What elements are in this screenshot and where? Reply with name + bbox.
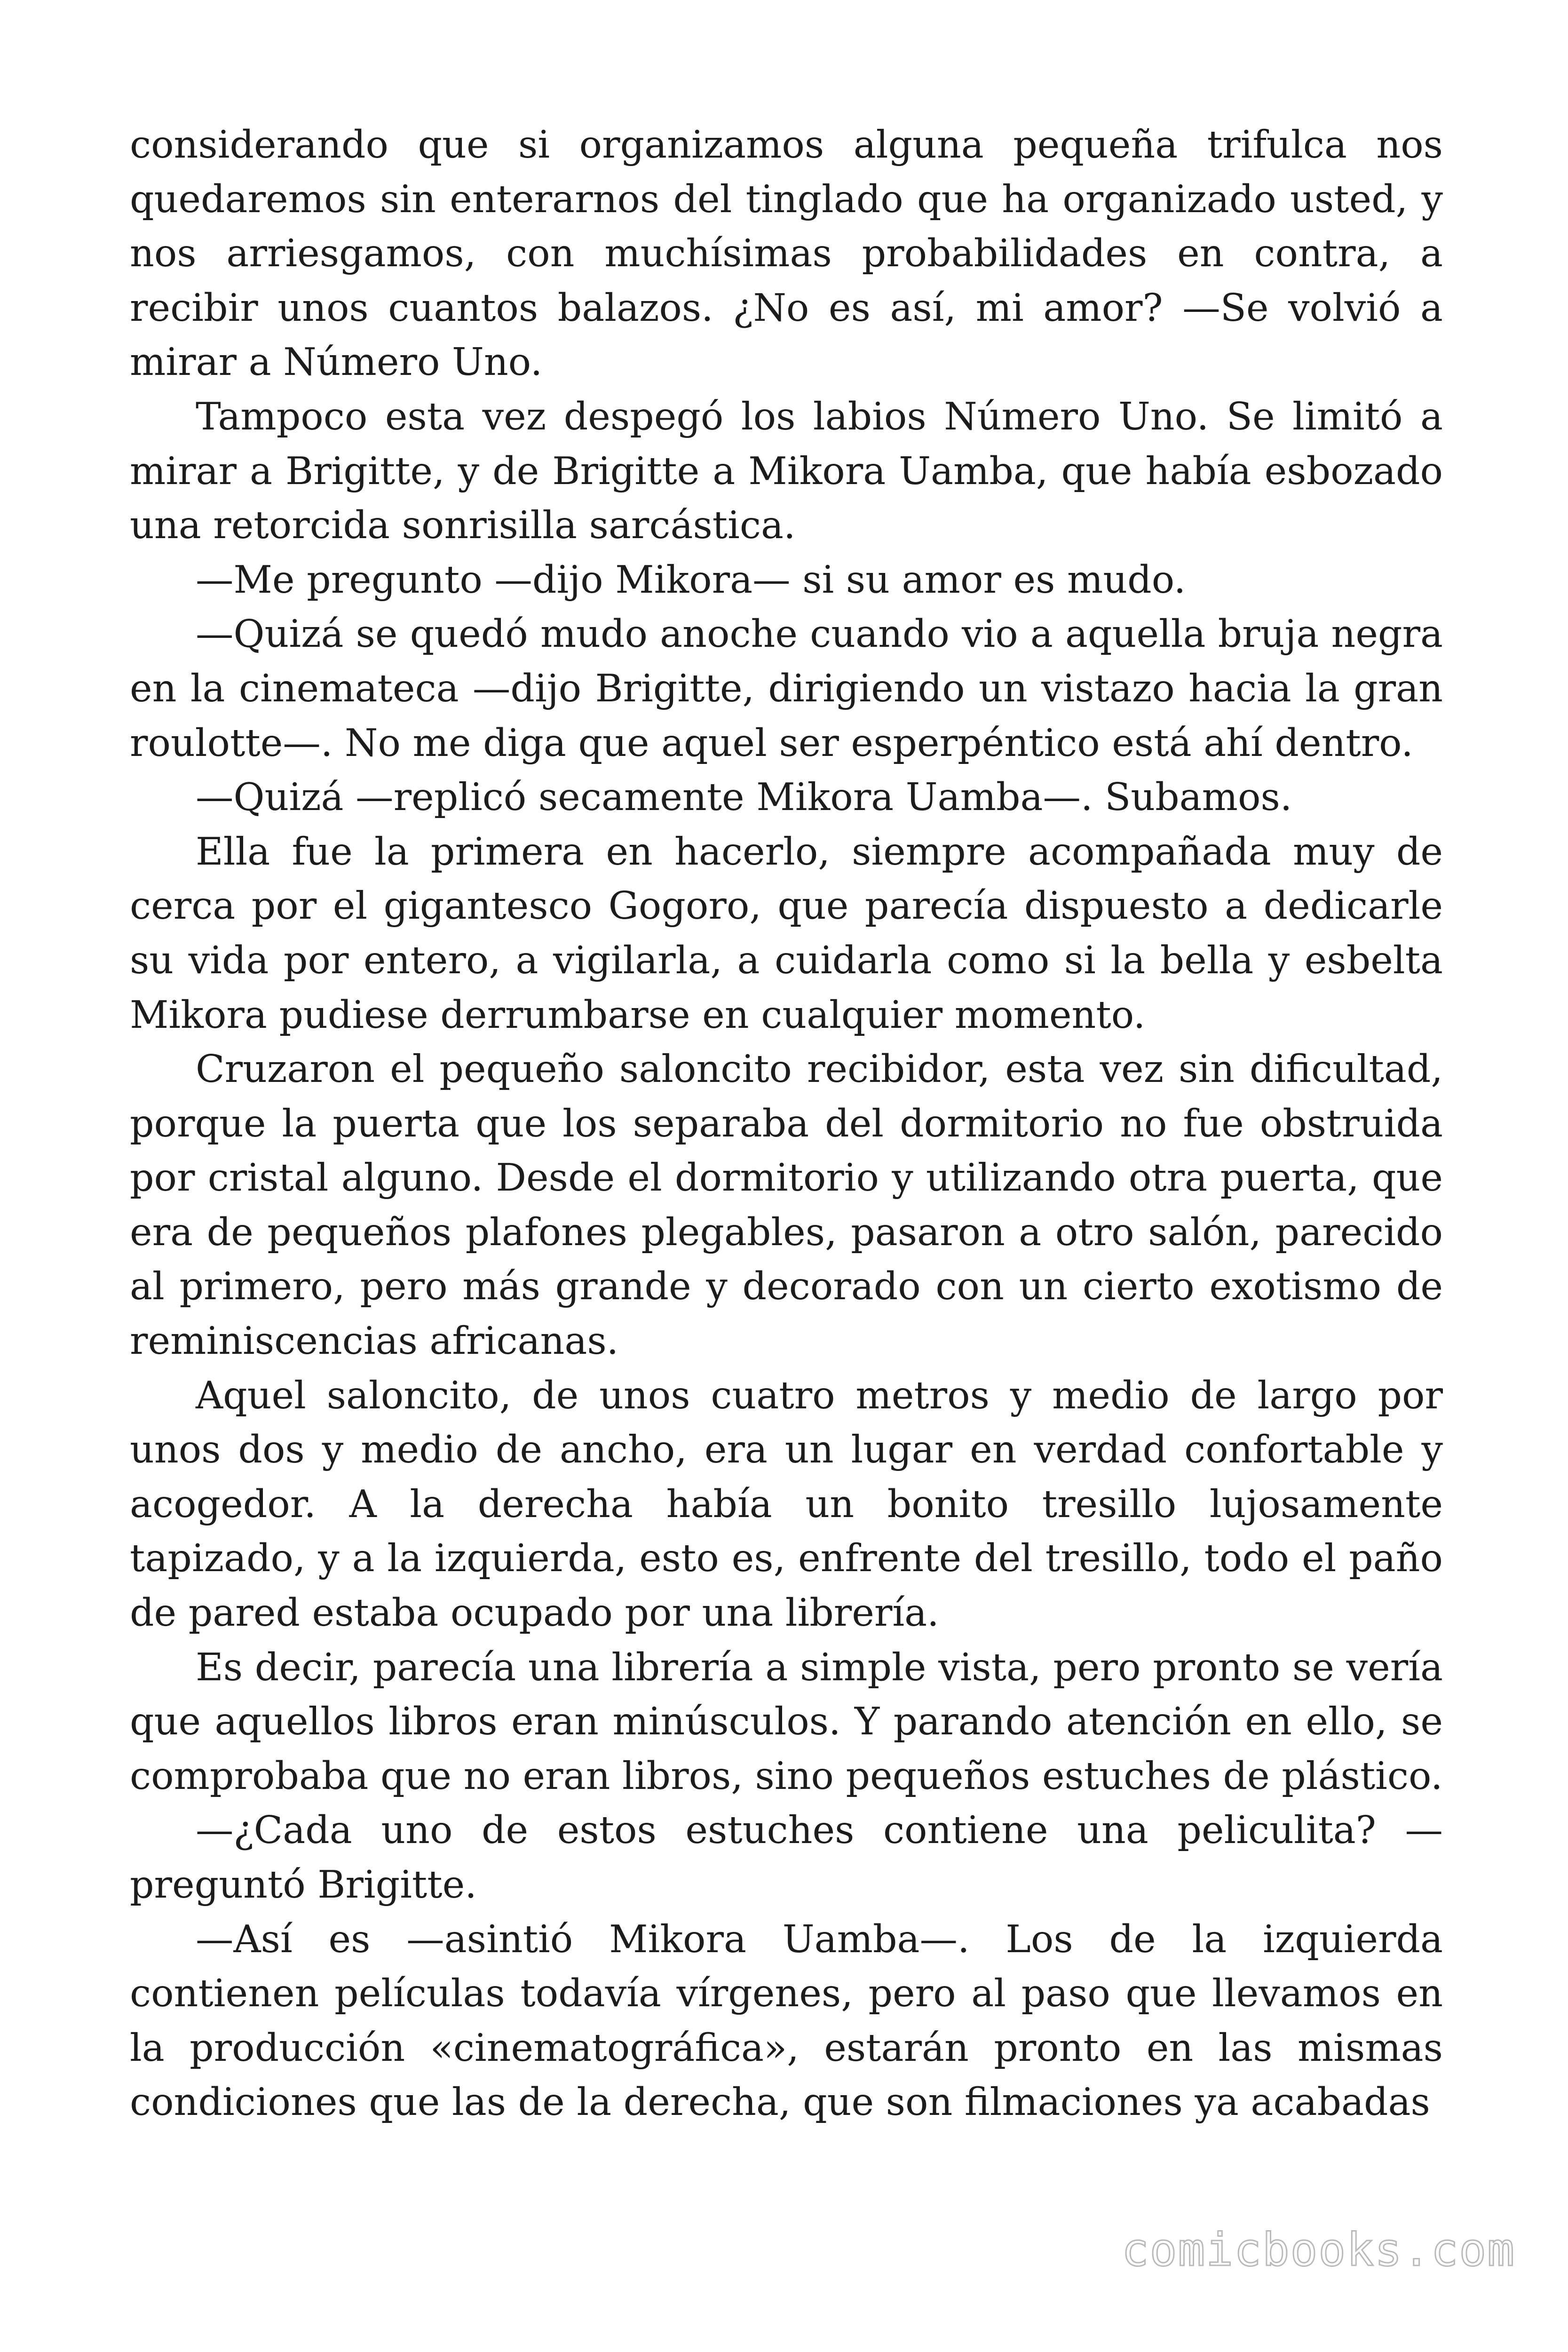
paragraph-6: Ella fue la primera en hacerlo, siempre acompañada muy de cerca por el gigantesco Gogoro, que parecía dispuesto a dedicarle su vida por entero, a vigilarla, a cuidarla como si la bella y esbelta Mikora pudiese derrumbarse en cualquier momento.: [130, 829, 1443, 1037]
paragraph-8: Aquel saloncito, de unos cuatro metros y medio de largo por unos dos y medio de ancho, era un lugar en verdad confortable y acogedor. A la derecha había un bonito tresillo lujosamente tapizado, y a la izquierda, esto es, enfrente del tresillo, todo el paño de pared estaba ocupado por una librería.: [130, 1373, 1443, 1635]
watermark: comicbooks.com: [1121, 2224, 1515, 2276]
paragraph-9: Es decir, parecía una librería a simple vista, pero pronto se vería que aquellos libros eran minúsculos. Y parando atención en ello, se comprobaba que no eran libros, sino pequeños estuches de plástico.: [130, 1645, 1443, 1798]
book-page-body: [130, 118, 1443, 2130]
paragraph-2: Tampoco esta vez despegó los labios Número Uno. Se limitó a mirar a Brigitte, y de Brigitte a Mikora Uamba, que había esbozado una retorcida sonrisilla sarcástica.: [130, 394, 1443, 548]
paragraph-4: —Quizá se quedó mudo anoche cuando vio a aquella bruja negra en la cinemateca —dijo Brigitte, dirigiendo un vistazo hacia la gran roulotte—. No me diga que aquel ser esperpéntico está ahí dentro.: [130, 612, 1443, 765]
paragraph-3: —Me pregunto —dijo Mikora— si su amor es mudo.: [196, 557, 1186, 602]
paragraph-7: Cruzaron el pequeño saloncito recibidor, esta vez sin dificultad, porque la puerta que los separaba del dormitorio no fue obstruida por cristal alguno. Desde el dormitorio y utilizando otra puerta, que era de pequeños plafones plegables, pasaron a otro salón, parecido al primero, pero más grande y decorado con un cierto exotismo de reminiscencias africanas.: [130, 1047, 1443, 1363]
paragraph-1: considerando que si organizamos alguna pequeña trifulca nos quedaremos sin enterarnos del tinglado que ha organizado usted, y nos arriesgamos, con muchísimas probabilidades en contra, a recibir unos cuantos balazos. ¿No es así, mi amor? —Se volvió a mirar a Número Uno.: [130, 122, 1443, 384]
paragraph-5: —Quizá —replicó secamente Mikora Uamba—. Subamos.: [196, 775, 1292, 819]
paragraph-11: —Así es —asintió Mikora Uamba—. Los de la izquierda contienen películas todavía vírgenes, pero al paso que llevamos en la producción «cinematográfica», estarán pronto en las mismas condiciones que las de la derecha, que son filmaciones ya acabadas: [130, 1916, 1443, 2124]
paragraph-10: —¿Cada uno de estos estuches contiene una peliculita? —preguntó Brigitte.: [130, 1808, 1443, 1907]
